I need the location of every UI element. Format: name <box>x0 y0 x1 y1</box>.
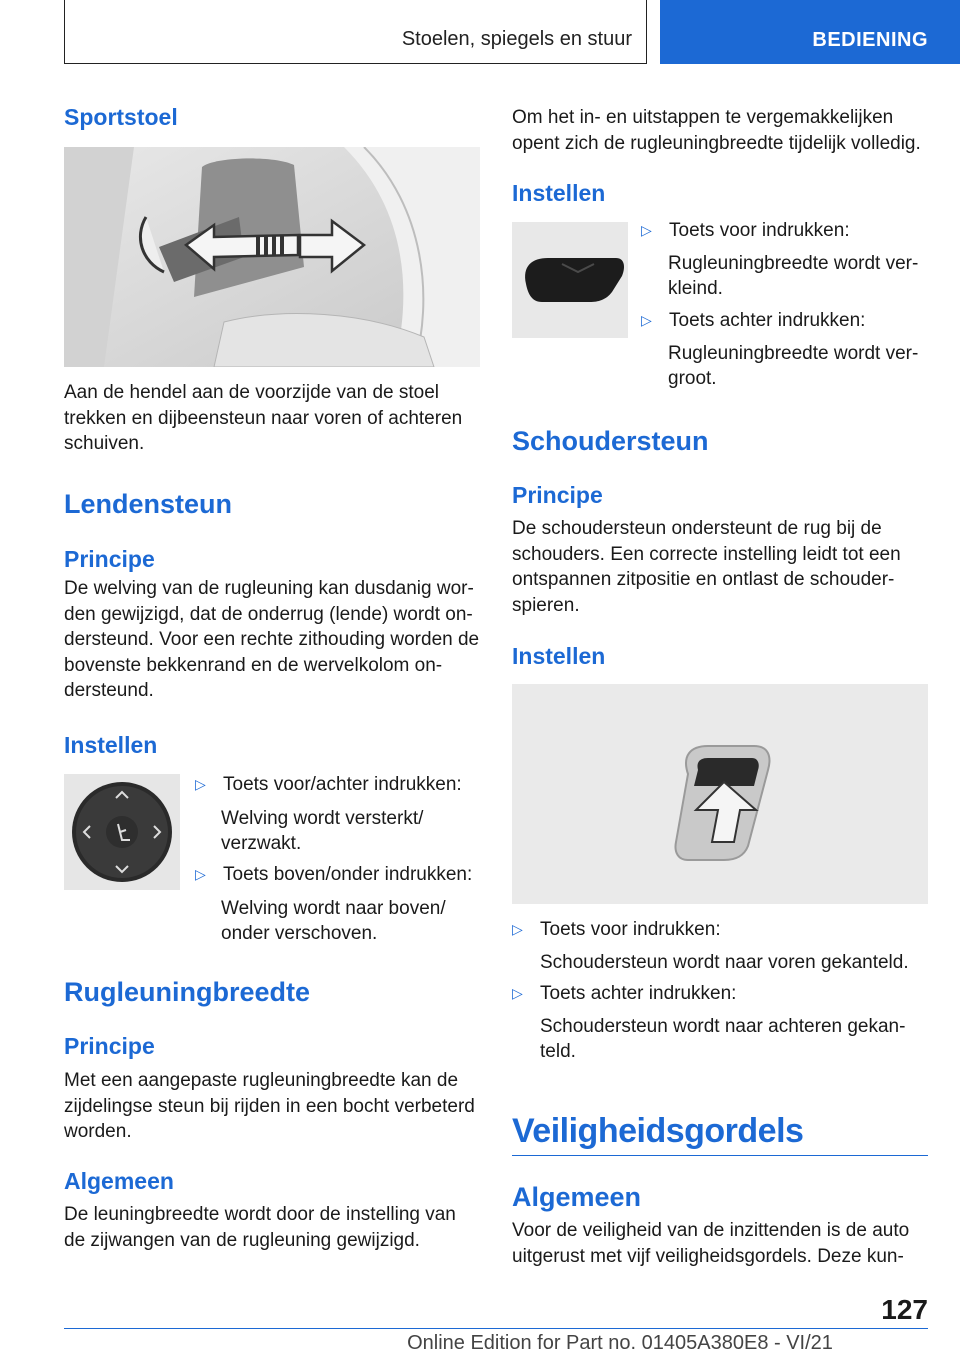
header-chapter-tab <box>660 0 960 64</box>
backrest-bullet-2-sub-1: Rugleuningbreedte wordt ver- <box>668 343 919 364</box>
backrest-bullet-2-sub-2: groot. <box>668 368 717 389</box>
heading-rugleuning-instellen: Instellen <box>512 180 606 206</box>
heading-veiligheidsgordels-algemeen: Algemeen <box>512 1182 642 1212</box>
shoulder-bullet-2-sub-1: Schoudersteun wordt naar achteren gekan- <box>540 1016 906 1037</box>
schoudersteun-principe-text: De schoudersteun ondersteunt de rug bij de schouders. Een correcte instelling leidt tot een ontspannen zitpositie en ontlast de schouder-spieren. <box>512 518 901 616</box>
heading-lendensteun: Lendensteun <box>64 489 233 519</box>
heading-schoudersteun-principe: Principe <box>512 482 603 508</box>
bullet-label: Toets voor indrukken: <box>669 220 850 241</box>
rugleuning-intro-text: Om het in- en uitstappen te vergemakkelijken opent zich de rugleuningbreedte tijdelijk volledig. <box>512 107 921 154</box>
bullet-triangle-icon: ▷ <box>512 985 523 1001</box>
lendensteun-principe-text: De welving van de rugleuning kan dusdanig wor-den gewijzigd, dat de onderrug (lende) wordt on-dersteund. Voor een rechte zithouding worden de bovenste bekkenrand en de wervelkolom on-dersteund. <box>64 578 480 701</box>
heading-lendensteun-instellen: Instellen <box>64 732 158 758</box>
bullet-triangle-icon: ▷ <box>512 921 523 937</box>
shoulder-bullet-2-sub-2: teld. <box>540 1041 576 1062</box>
heading-rugleuningbreedte-algemeen: Algemeen <box>64 1168 174 1194</box>
heading-veiligheidsgordels: Veiligheidsgordels <box>512 1112 804 1150</box>
lumbar-bullet-1-sub-1: Welving wordt versterkt/ <box>221 808 424 829</box>
heading-rugleuningbreedte: Rugleuningbreedte <box>64 977 311 1007</box>
shoulder-bullet-1-sub-1: Schoudersteun wordt naar voren gekanteld. <box>540 952 909 973</box>
backrest-bullet-1-sub-1: Rugleuningbreedte wordt ver- <box>668 253 919 274</box>
shoulder-support-button-image <box>512 684 928 904</box>
bullet-triangle-icon: ▷ <box>641 312 652 328</box>
lumbar-bullet-2-sub-1: Welving wordt naar boven/ <box>221 898 446 919</box>
header-section-title: Stoelen, spiegels en stuur <box>401 28 632 50</box>
backrest-width-button-image <box>512 222 628 338</box>
sportstoel-text: Aan de hendel aan de voorzijde van de stoel trekken en dijbeensteun naar voren of achteren schuiven. <box>64 382 463 454</box>
bullet-label: Toets voor/achter indrukken: <box>223 774 462 795</box>
heading-sportstoel: Sportstoel <box>64 104 178 130</box>
footer-rule <box>64 1328 928 1329</box>
section-rule <box>512 1155 928 1156</box>
bullet-label: Toets achter indrukken: <box>540 983 737 1004</box>
sport-seat-image <box>64 147 480 367</box>
footer-edition: Online Edition for Part no. 01405A380E8 - VI/21 <box>407 1332 833 1354</box>
rugleuningbreedte-algemeen-text: De leuningbreedte wordt door de instelling van de zijwangen van de rugleuning gewijzigd. <box>64 1204 456 1251</box>
bullet-label: Toets achter indrukken: <box>669 310 866 331</box>
bullet-triangle-icon: ▷ <box>641 222 652 238</box>
bullet-label: Toets voor indrukken: <box>540 919 721 940</box>
rugleuningbreedte-principe-text: Met een aangepaste rugleuningbreedte kan de zijdelingse steun bij rijden in een bocht verbeterd worden. <box>64 1070 475 1142</box>
lumbar-control-image <box>64 774 180 890</box>
heading-schoudersteun-instellen: Instellen <box>512 643 606 669</box>
bullet-label: Toets boven/onder indrukken: <box>223 864 473 885</box>
backrest-bullet-1-sub-2: kleind. <box>668 278 723 299</box>
bullet-triangle-icon: ▷ <box>195 866 206 882</box>
lumbar-bullet-1-sub-2: verzwakt. <box>221 833 302 854</box>
heading-rugleuningbreedte-principe: Principe <box>64 1033 155 1059</box>
page-number: 127 <box>881 1294 928 1325</box>
lumbar-bullet-2-sub-2: onder verschoven. <box>221 923 378 944</box>
header-chapter-title: BEDIENING <box>812 29 928 51</box>
veiligheidsgordels-algemeen-text: Voor de veiligheid van de inzittenden is de auto uitgerust met vijf veiligheidsgordels. Deze kun- <box>512 1220 910 1267</box>
heading-lendensteun-principe: Principe <box>64 546 155 572</box>
bullet-triangle-icon: ▷ <box>195 776 206 792</box>
heading-schoudersteun: Schoudersteun <box>512 426 709 456</box>
header-section-box <box>64 0 647 64</box>
